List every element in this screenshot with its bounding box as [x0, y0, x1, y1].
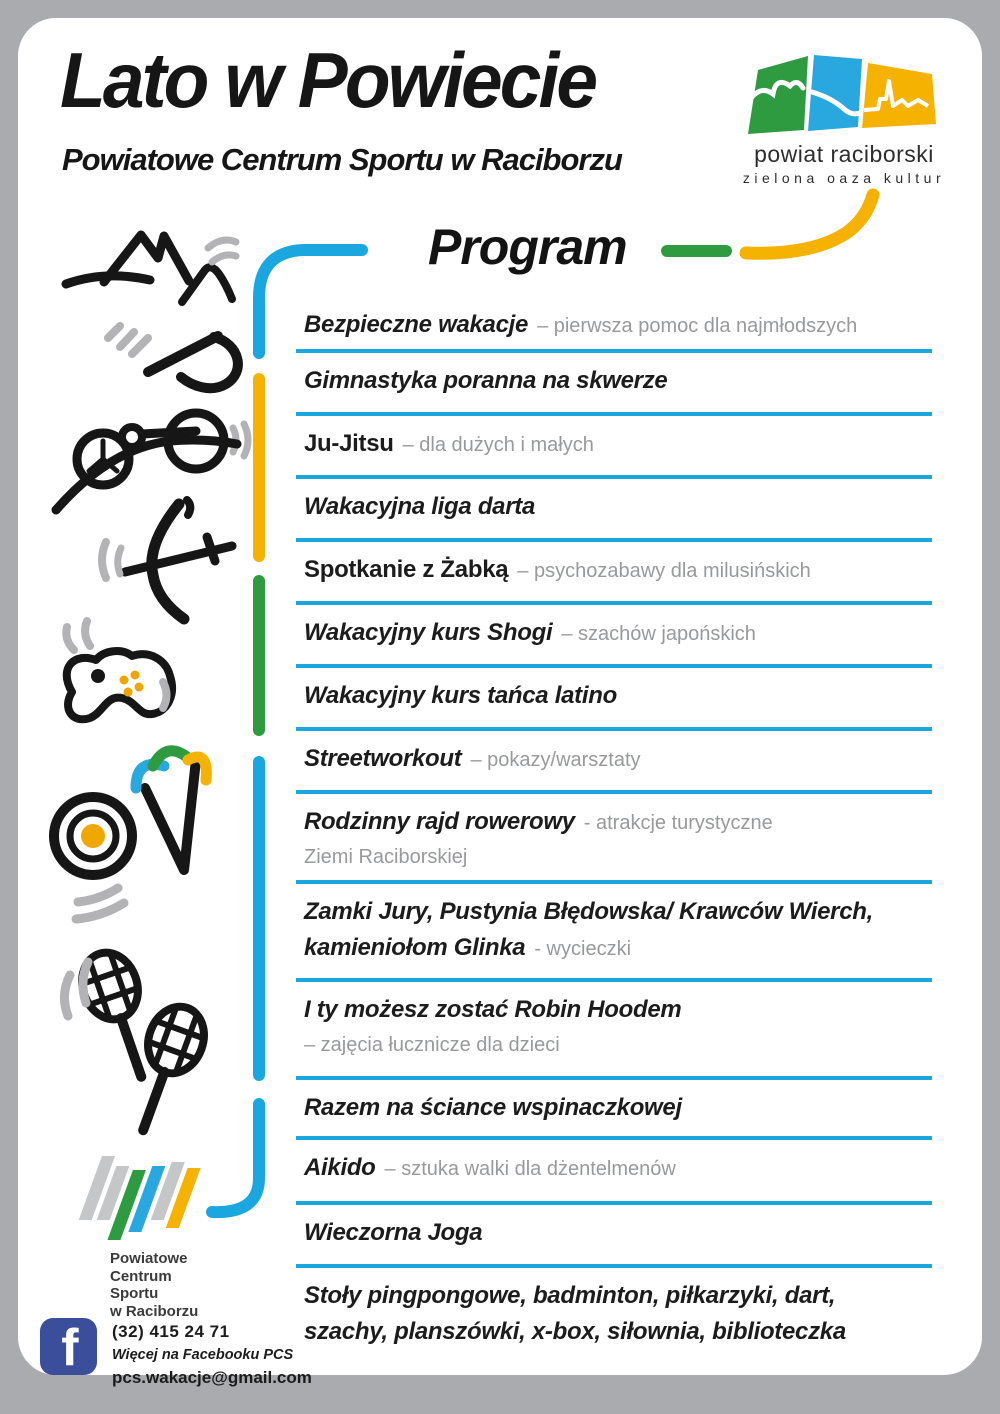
program-item-subtitle: – sztuka walki dla dżentelmenów: [384, 1158, 676, 1180]
program-item-title: Stoły pingpongowe, badminton, piłkarzyki, dart,: [304, 1282, 836, 1309]
program-item-title: Wakacyjna liga darta: [304, 493, 536, 520]
program-item: [296, 884, 932, 982]
facebook-note: Więcej na Facebooku PCS: [112, 1347, 294, 1363]
organization-name: [110, 1250, 198, 1320]
program-item-title: I ty możesz zostać Robin Hoodem: [304, 996, 682, 1023]
program-item-row: [304, 427, 932, 463]
program-item-row: [304, 308, 932, 344]
program-item: [296, 794, 932, 884]
program-item-row: [304, 679, 932, 715]
program-item-subtitle: – szachów japońskich: [561, 623, 756, 645]
program-item-title: Wakacyjny kurs Shogi: [304, 619, 553, 646]
program-item-row: [304, 895, 932, 931]
program-item-title: Ju-Jitsu: [304, 430, 394, 457]
email-address[interactable]: pcs.wakacje@gmail.com: [112, 1368, 312, 1387]
program-item: [296, 416, 932, 479]
program-item-title: szachy, planszówki, x-box, siłownia, biblioteczka: [304, 1318, 846, 1345]
program-item-row: [304, 1091, 932, 1127]
county-logo-name: powiat raciborski: [754, 141, 934, 167]
program-item-title: Bezpieczne wakacje: [304, 311, 529, 338]
program-item-row: [304, 1216, 932, 1252]
program-item-row: [304, 616, 932, 652]
county-logo-tagline: zielona oaza kultur: [742, 170, 946, 186]
program-item-subtitle: – zajęcia łucznicze dla dzieci: [304, 1034, 560, 1056]
program-list: [296, 297, 932, 1388]
county-logo: [742, 48, 946, 186]
program-item-title: Zamki Jury, Pustynia Błędowska/ Krawców Wierch,: [304, 898, 873, 925]
program-item: [296, 1205, 932, 1268]
program-item: [296, 542, 932, 605]
program-item-title: Gimnastyka poranna na skwerze: [304, 367, 668, 394]
program-item: [296, 1080, 932, 1140]
program-item: [296, 297, 932, 353]
program-item-subtitle: – dla dużych i małych: [402, 434, 594, 456]
page-title: Lato w Powiecie: [60, 36, 596, 124]
program-item: [296, 982, 932, 1080]
program-item-subtitle: – psychozabawy dla milusińskich: [517, 560, 811, 582]
program-item-subtitle: - atrakcje turystyczne: [583, 812, 773, 834]
program-item-title: Aikido: [304, 1154, 376, 1181]
program-heading: Program: [428, 219, 627, 275]
program-item-subtitle: Ziemi Raciborskiej: [304, 846, 468, 868]
program-item-row: [304, 1151, 932, 1187]
org-line: Powiatowe: [110, 1250, 188, 1267]
program-item-subtitle: - wycieczki: [534, 938, 632, 960]
program-item-title: Spotkanie z Żabką: [304, 556, 509, 583]
program-item-row: [304, 490, 932, 526]
program-item-row: [304, 1315, 932, 1351]
county-logo-icon: [742, 48, 946, 138]
program-item: [296, 353, 932, 416]
org-line: Centrum: [110, 1267, 172, 1285]
program-item: [296, 668, 932, 731]
program-item-title: Wakacyjny kurs tańca latino: [304, 682, 617, 709]
program-item-title: Wieczorna Joga: [304, 1219, 483, 1246]
program-item-title: Razem na ściance wspinaczkowej: [304, 1094, 682, 1121]
program-item: [296, 479, 932, 542]
facebook-f-glyph: f: [61, 1319, 79, 1375]
program-item-row: [304, 931, 932, 967]
program-item-row: [304, 1029, 932, 1063]
program-item-row: [304, 553, 932, 589]
org-line: w Raciborzu: [110, 1302, 199, 1320]
program-item-row: [304, 1279, 932, 1315]
page-subtitle: Powiatowe Centrum Sportu w Raciborzu: [62, 142, 622, 177]
phone-number[interactable]: (32) 415 24 71: [112, 1322, 230, 1341]
program-item-row: [304, 993, 932, 1029]
program-item-title: kamieniołom Glinka: [304, 934, 526, 961]
program-item-row: [304, 742, 932, 778]
program-item-subtitle: – pierwsza pomoc dla najmłodszych: [537, 315, 858, 337]
program-item: [296, 731, 932, 794]
program-item-row: [304, 805, 932, 841]
program-item-subtitle: – pokazy/warsztaty: [470, 749, 641, 771]
program-item: [296, 1268, 932, 1388]
program-item-title: Rodzinny rajd rowerowy: [304, 808, 575, 835]
facebook-icon[interactable]: [40, 1318, 97, 1375]
program-item-row: [304, 364, 932, 400]
program-item-title: Streetworkout: [304, 745, 462, 772]
program-item: [296, 605, 932, 668]
program-item-row: [304, 841, 932, 875]
program-item: [296, 1140, 932, 1205]
org-line: Sportu: [110, 1285, 159, 1302]
